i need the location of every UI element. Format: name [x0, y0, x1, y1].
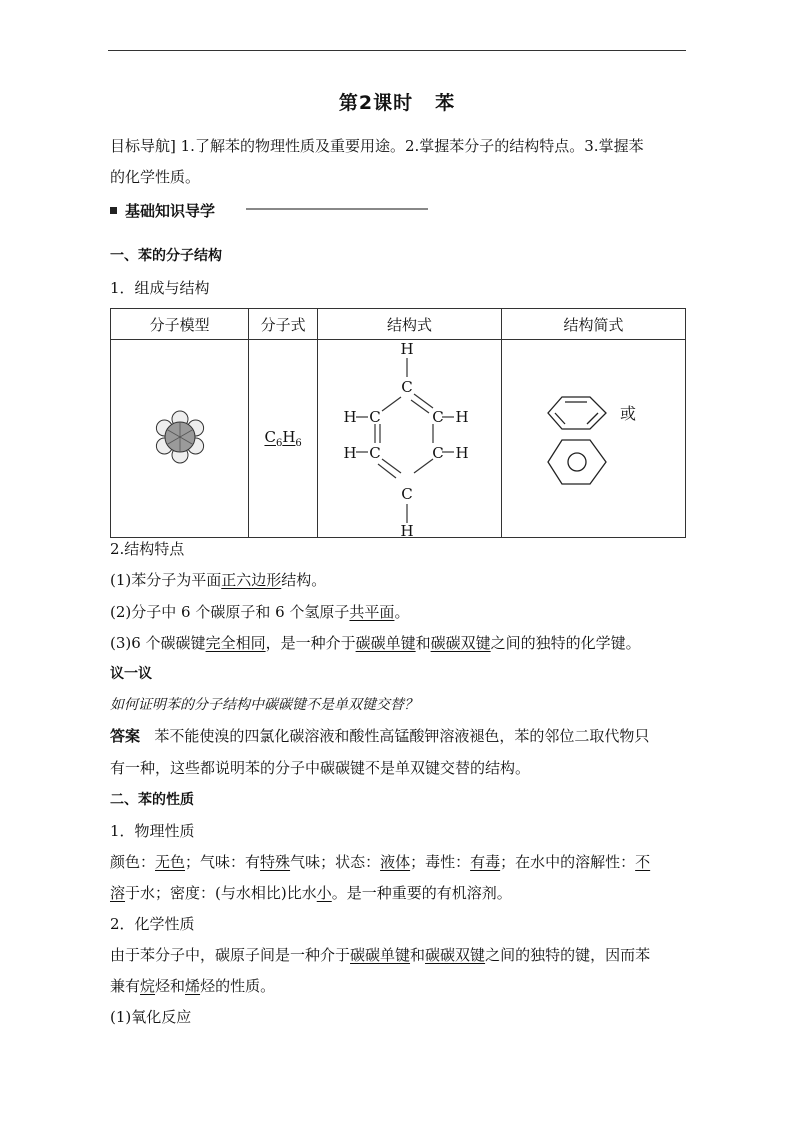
- cell-model: [111, 340, 249, 538]
- structural-formula-diagram: [318, 340, 501, 537]
- structure-table: [110, 308, 686, 538]
- feature-2: (2)分子中 6 个碳原子和 6 个氢原子共平面。: [110, 603, 410, 621]
- sub-features: 2.结构特点: [110, 540, 185, 558]
- atom-h-lower-left: H: [343, 444, 357, 462]
- goal-line-1: 目标导航] 1.了解苯的物理性质及重要用途。2.掌握苯分子的结构特点。3.掌握苯: [110, 137, 644, 155]
- sub-composition: 1．组成与结构: [110, 279, 210, 297]
- top-rule: [108, 50, 686, 51]
- discuss-question: 如何证明苯的分子结构中碳碳键不是单双键交替？: [110, 697, 418, 713]
- page-title: 第2课时 苯: [338, 92, 456, 114]
- square-bullet-icon: [110, 207, 117, 214]
- section-header: 基础知识导学: [110, 200, 215, 221]
- feature-1: (1)苯分子为平面正六边形结构。: [110, 571, 327, 589]
- cell-structural: [317, 340, 501, 538]
- sub-chemical: 2．化学性质: [110, 915, 195, 933]
- atom-c-upper-right: C: [432, 408, 444, 426]
- atom-h-upper-left: H: [343, 408, 357, 426]
- oxidation-heading: (1)氧化反应: [110, 1008, 192, 1026]
- atom-h-lower-right: H: [455, 444, 469, 462]
- goal-line-2: 的化学性质。: [110, 168, 201, 186]
- header-structural: 结构式: [317, 309, 501, 340]
- heading-structure: 一、苯的分子结构: [110, 248, 222, 264]
- header-simplified: 结构简式: [502, 309, 686, 340]
- cell-formula: [249, 340, 318, 538]
- feature-3: (3)6 个碳碳键完全相同，是一种介于碳碳单键和碳碳双键之间的独特的化学键。: [110, 634, 641, 652]
- atom-h-bottom: H: [400, 522, 414, 537]
- heading-properties: 二、苯的性质: [110, 792, 194, 808]
- sub-physical: 1．物理性质: [110, 822, 195, 840]
- simplified-formula-diagram: [502, 340, 685, 537]
- chemical-line-1: 由于苯分子中，碳原子间是一种介于碳碳单键和碳碳双键之间的独特的键，因而苯: [110, 946, 651, 964]
- atom-c-top: C: [401, 378, 413, 396]
- alt-word: 或: [620, 404, 637, 423]
- header-rule: [246, 208, 428, 210]
- chemical-line-2: 兼有烷烃和烯烃的性质。: [110, 977, 276, 995]
- physical-line-1: 颜色：无色；气味：有特殊气味；状态：液体；毒性：有毒；在水中的溶解性：不: [110, 853, 651, 871]
- molecular-formula: $C_6H_6$: [264, 428, 302, 449]
- header-formula: 分子式: [249, 309, 318, 340]
- atom-c-upper-left: C: [369, 408, 381, 426]
- atom-c-lower-left: C: [369, 444, 381, 462]
- atom-h-top: H: [400, 340, 414, 358]
- atom-h-upper-right: H: [455, 408, 469, 426]
- answer-line-2: 有一种，这些都说明苯的分子中碳碳键不是单双键交替的结构。: [110, 759, 531, 777]
- discuss-heading: 议一议: [110, 666, 152, 682]
- atom-c-bottom: C: [401, 485, 413, 503]
- physical-line-2: 溶于水；密度：(与水相比)比水小。是一种重要的有机溶剂。: [110, 884, 512, 902]
- benzene-model-icon: [150, 407, 210, 467]
- cell-simplified: [502, 340, 686, 538]
- answer-line-1: 答案 苯不能使溴的四氯化碳溶液和酸性高锰酸钾溶液褪色，苯的邻位二取代物只: [110, 727, 650, 745]
- header-model: 分子模型: [111, 309, 249, 340]
- atom-c-lower-right: C: [432, 444, 444, 462]
